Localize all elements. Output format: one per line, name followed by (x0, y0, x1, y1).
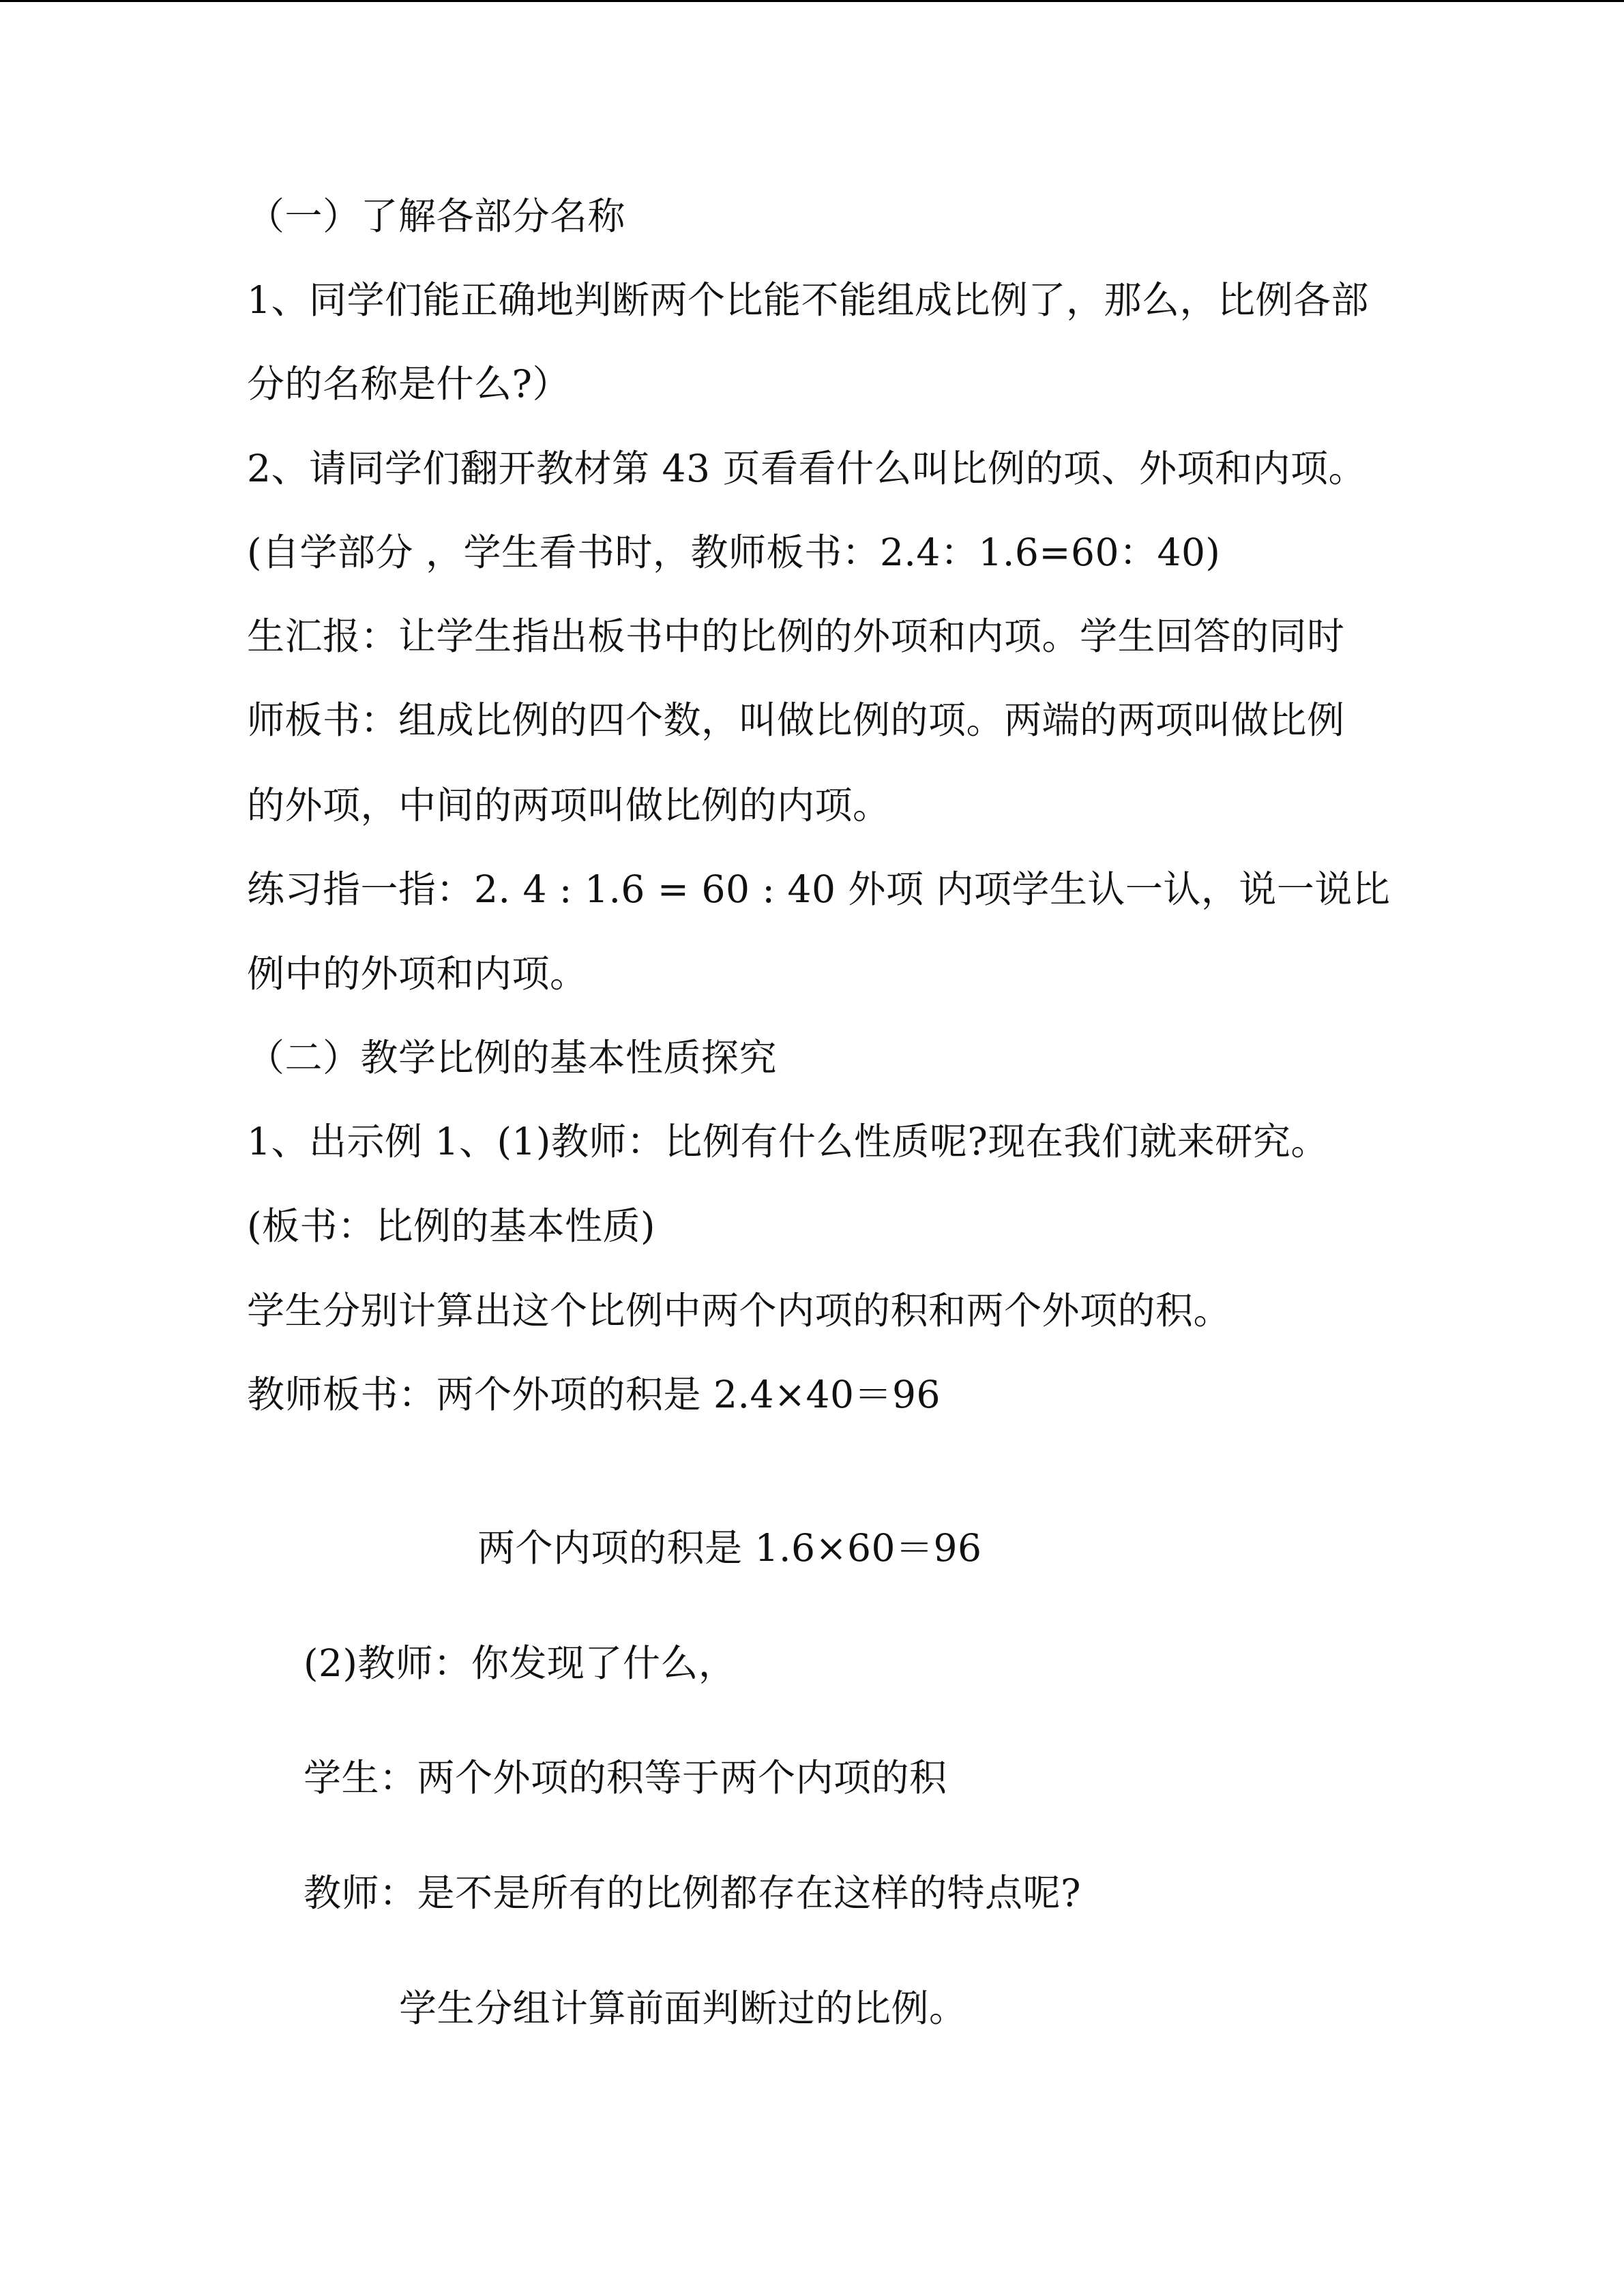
paragraph-line: (2)教师：你发现了什么， (304, 1641, 737, 1685)
section-heading-2: （二）教学比例的基本性质探究 (247, 1036, 778, 1079)
paragraph-line: 学生分别计算出这个比例中两个内项的积和两个外项的积。 (247, 1289, 1232, 1332)
paragraph-line: 例中的外项和内项。 (247, 952, 588, 996)
paragraph-line: 1、同学们能正确地判断两个比能不能组成比例了，那么，比例各部 (247, 278, 1369, 322)
paragraph-line: 两个内项的积是 1.6×60＝96 (477, 1526, 982, 1570)
paragraph-line: 分的名称是什么?） (247, 362, 570, 406)
paragraph-line: 的外项，中间的两项叫做比例的内项。 (247, 784, 891, 827)
paragraph-line: 生汇报：让学生指出板书中的比例的外项和内项。学生回答的同时 (247, 614, 1345, 658)
paragraph-line: (自学部分 ，学生看书时，教师板书：2.4：1.6=60：40) (247, 531, 1221, 574)
paragraph-line: 1、出示例 1、(1)教师：比例有什么性质呢?现在我们就来研究。 (247, 1120, 1329, 1163)
paragraph-line: (板书：比例的基本性质) (247, 1204, 655, 1248)
paragraph-line: 教师板书：两个外项的积是 2.4×40＝96 (247, 1373, 941, 1416)
paragraph-line: 师板书：组成比例的四个数，叫做比例的项。两端的两项叫做比例 (247, 698, 1345, 742)
paragraph-line: 练习指一指：2. 4 : 1.6 = 60 : 40 外项 内项学生认一认，说一说比 (247, 867, 1391, 911)
paragraph-line: 教师：是不是所有的比例都存在这样的特点呢? (304, 1871, 1081, 1915)
paragraph-line: 2、请同学们翻开教材第 43 页看看什么叫比例的项、外项和内项。 (247, 447, 1366, 490)
paragraph-line: 学生：两个外项的积等于两个内项的积 (304, 1756, 947, 1800)
paragraph-line: 学生分组计算前面判断过的比例。 (399, 1986, 967, 2030)
section-heading-1: （一）了解各部分名称 (247, 194, 626, 238)
top-border-line (0, 0, 1624, 2)
